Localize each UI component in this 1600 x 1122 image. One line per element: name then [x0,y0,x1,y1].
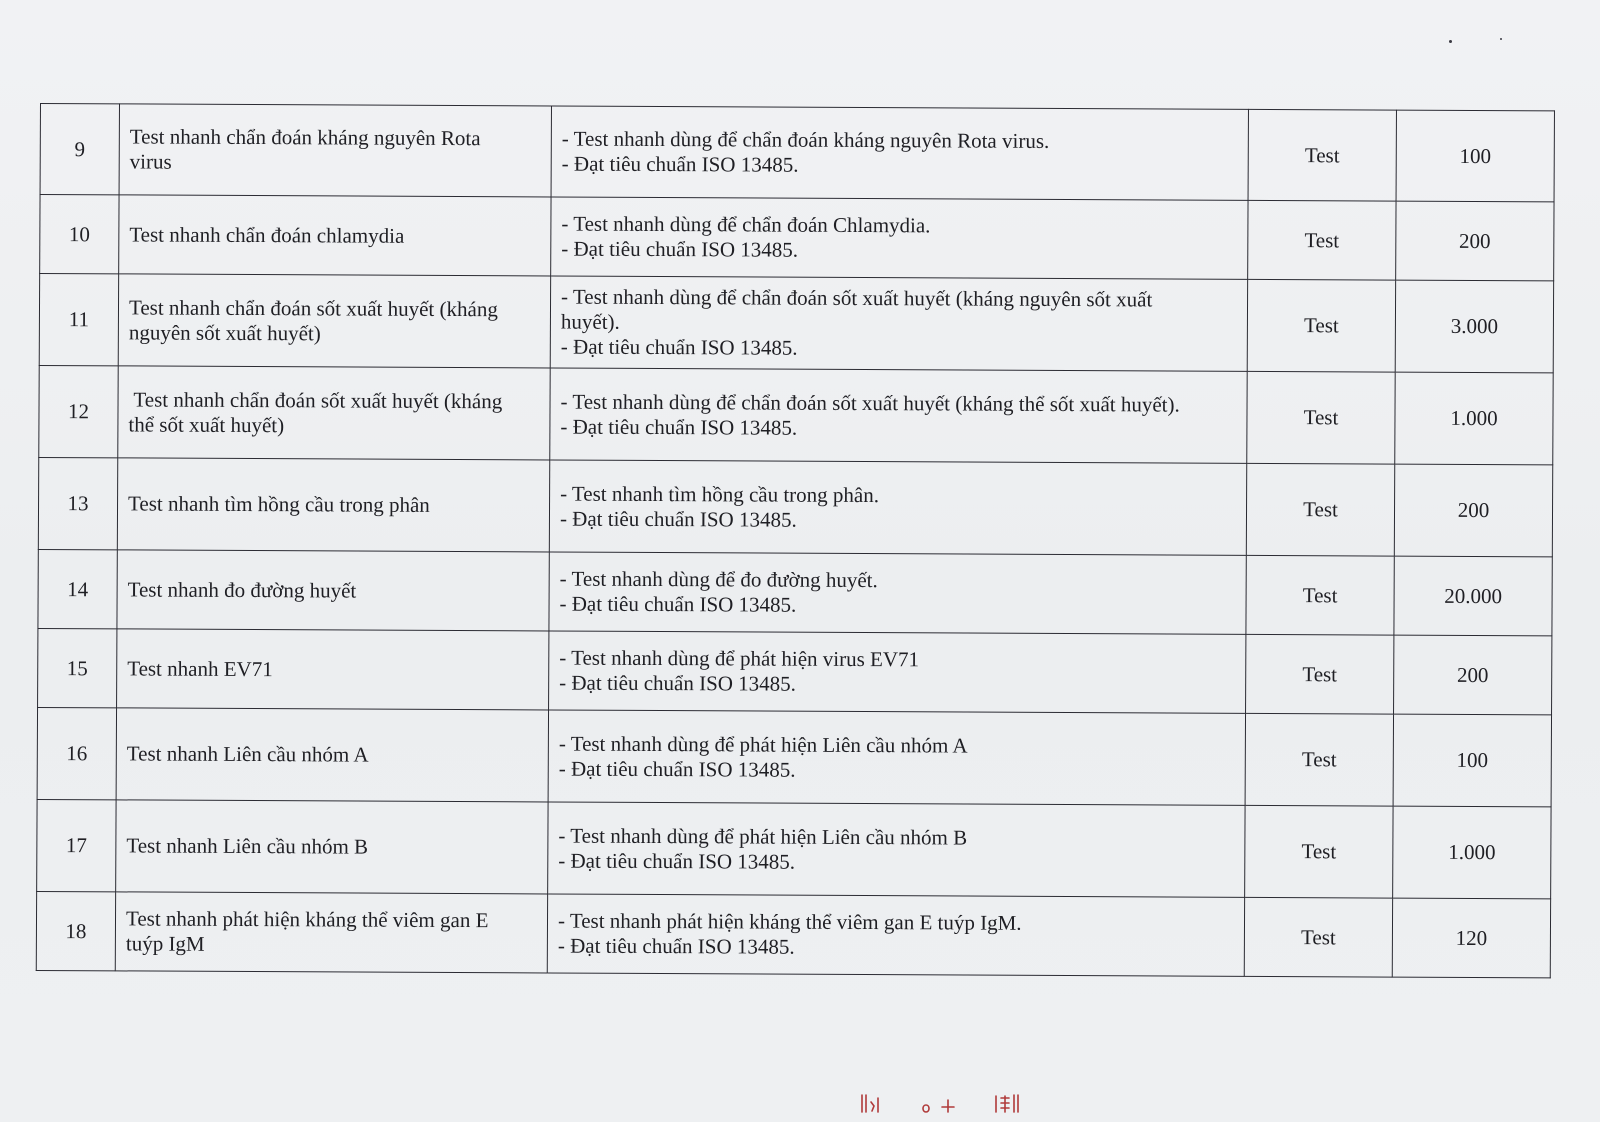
item-spec [549,631,1246,713]
row-number: 9 [40,104,119,195]
item-name [118,366,550,460]
table-row [36,891,1550,977]
item-name-line: Test nhanh chẩn đoán sốt xuất huyết (kháng [128,386,503,413]
item-name-line: Test nhanh Liên cầu nhóm A [126,741,369,767]
row-number: 14 [38,549,117,628]
table-row [39,365,1553,464]
item-name-line: nguyên sốt xuất huyết) [128,319,321,345]
item-name-line: thể sốt xuất huyết) [128,411,285,437]
row-number: 16 [37,707,116,799]
item-quantity: 200 [1396,201,1554,281]
row-number: 15 [38,628,117,707]
item-spec [549,460,1246,555]
table-row [39,274,1553,373]
item-unit: Test [1244,897,1392,977]
supply-table [36,103,1555,978]
item-name [116,800,548,894]
item-name-line: Test nhanh chẩn đoán sốt xuất huyết (kháng [128,294,498,321]
item-name-line: Test nhanh tìm hồng cầu trong phân [127,491,430,517]
item-quantity: 20.000 [1394,556,1552,636]
item-quantity: 1.000 [1393,806,1551,899]
row-number: 10 [40,195,119,274]
item-unit: Test [1248,109,1396,201]
item-spec-line: - Đạt tiêu chuẩn ISO 13485. [558,756,796,782]
item-name [117,458,549,552]
item-unit: Test [1246,555,1394,635]
item-spec-line: - Test nhanh dùng để đo đường huyết. [559,566,878,593]
item-spec-line: - Test nhanh dùng để chẩn đoán sốt xuất huyết (kháng nguyên sốt xuất [561,284,1153,312]
item-spec-line: - Đạt tiêu chuẩn ISO 13485. [560,414,798,440]
item-unit: Test [1245,713,1393,806]
item-name-line: Test nhanh phát hiện kháng thể viêm gan E [125,906,489,933]
item-name [119,195,551,276]
item-unit: Test [1247,279,1395,372]
row-number: 17 [37,799,116,891]
row-number: 12 [39,365,118,457]
item-name-line: Test nhanh chẩn đoán kháng nguyên Rota [129,124,481,151]
table-row [40,195,1554,281]
table-row [38,628,1552,714]
item-name [117,629,549,710]
item-unit: Test [1245,805,1393,898]
item-spec-line: - Test nhanh phát hiện kháng thể viêm gan E tuýp IgM. [557,908,1022,935]
item-spec-line: - Test nhanh dùng để phát hiện Liên cầu nhóm A [558,731,968,758]
item-spec [547,894,1244,976]
item-spec-line: - Test nhanh tìm hồng cầu trong phân. [560,481,880,507]
table-row [37,707,1551,806]
item-name [117,550,549,631]
item-spec-line: - Đạt tiêu chuẩn ISO 13485. [560,334,798,360]
item-unit: Test [1246,634,1394,714]
item-name-line: Test nhanh Liên cầu nhóm B [126,833,369,859]
item-spec-line: - Đạt tiêu chuẩn ISO 13485. [559,506,797,532]
item-spec [548,710,1245,805]
item-quantity: 120 [1392,898,1550,978]
item-spec [548,802,1245,897]
item-spec [550,276,1247,371]
item-name-line: tuýp IgM [125,931,205,956]
table-row [38,457,1552,556]
scan-dot-icon [1449,40,1452,43]
item-spec [550,368,1247,463]
item-spec [551,106,1248,200]
item-name-line: Test nhanh EV71 [127,655,273,681]
row-number: 18 [36,891,115,970]
item-spec [549,552,1246,634]
table-row [38,549,1552,635]
item-spec-line: - Test nhanh dùng để chẩn đoán kháng nguyên Rota virus. [561,126,1050,153]
item-spec-line: - Đạt tiêu chuẩn ISO 13485. [561,151,799,177]
item-unit: Test [1246,463,1394,556]
item-unit: Test [1247,371,1395,464]
row-number: 13 [38,457,117,549]
item-spec-line: - Test nhanh dùng để chẩn đoán Chlamydia. [561,211,931,238]
item-name-line: Test nhanh chẩn đoán chlamydia [129,221,405,248]
item-quantity: 3.000 [1395,280,1553,373]
item-unit: Test [1248,200,1396,280]
item-spec-line: - Test nhanh dùng để phát hiện Liên cầu nhóm B [558,823,968,850]
item-name [118,274,550,368]
item-name [119,104,551,197]
item-quantity: 1.000 [1395,372,1553,465]
item-spec-line: - Đạt tiêu chuẩn ISO 13485. [559,591,797,617]
row-number: 11 [39,274,118,366]
scan-dot-icon [1500,38,1502,40]
item-name-line: virus [129,149,172,174]
item-quantity: 200 [1394,635,1552,715]
item-name [116,708,548,802]
item-name [115,892,547,973]
item-spec-line: - Đạt tiêu chuẩn ISO 13485. [557,933,795,959]
item-spec-line: - Đạt tiêu chuẩn ISO 13485. [559,670,797,696]
item-spec-line: - Đạt tiêu chuẩn ISO 13485. [561,236,799,262]
item-quantity: 100 [1396,110,1554,202]
item-spec-line: - Test nhanh dùng để chẩn đoán sốt xuất huyết (kháng thể sốt xuất huyết). [560,389,1180,417]
item-spec-line: - Đạt tiêu chuẩn ISO 13485. [558,848,796,874]
item-quantity: 100 [1393,714,1551,807]
item-spec-line: - Test nhanh dùng để phát hiện virus EV71 [559,645,920,672]
table-row [40,104,1554,202]
item-quantity: 200 [1394,464,1552,557]
table-row [37,799,1551,898]
item-name-line: Test nhanh đo đường huyết [127,576,357,603]
item-spec-line: huyết). [560,309,620,334]
handwritten-marks-icon [858,1092,1038,1114]
item-spec [551,197,1248,279]
